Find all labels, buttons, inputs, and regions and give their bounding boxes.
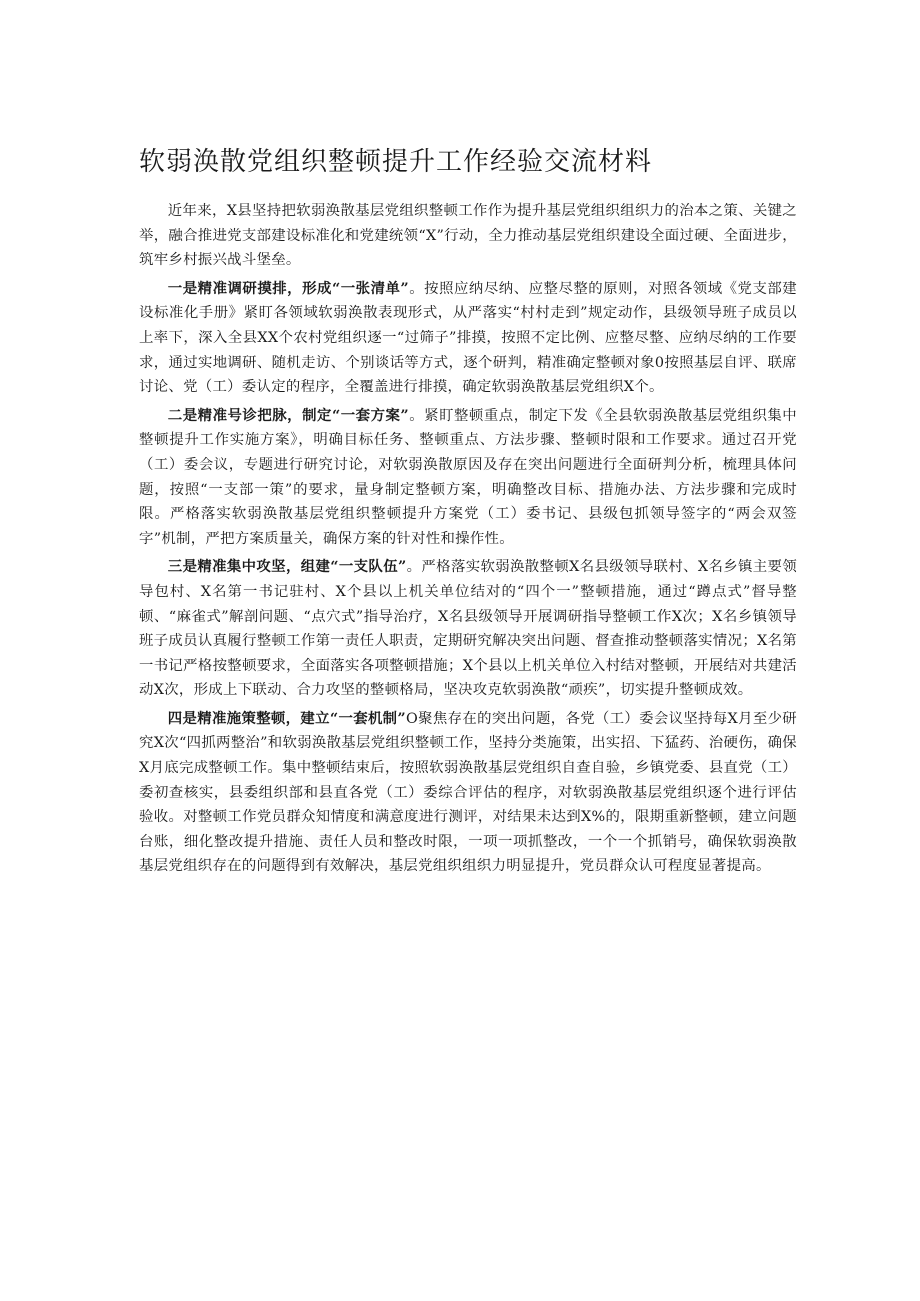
- document-body: [139, 199, 797, 883]
- document-title: 软弱涣散党组织整顿提升工作经验交流材料: [139, 147, 653, 177]
- section-text-2: 。紧盯整顿重点，制定下发《全县软弱涣散基层党组织集中整顿提升工作实施方案》，明确目标任务、整顿重点、方法步骤、整顿时限和工作要求。通过召开党（工）委会议，专题进行研究讨论，对软弱涣散原因及存在突出问题进行全面研判分析，梳理具体问题，按照“一支部一策”的要求，量身制定整顿方案，明确整改目标、措施办法、方法步骤和完成时限。严格落实软弱涣散基层党组织整顿提升方案党（工）委书记、县级包抓领导签字的“两会双签字”机制，严把方案质量关，确保方案的针对性和操作性。: [139, 407, 797, 547]
- section-lead-1: 一是精准调研摸排，形成“一张清单”: [167, 279, 410, 297]
- section-paragraph-3: [139, 555, 797, 703]
- section-paragraph-2: [139, 404, 797, 552]
- section-paragraph-1: [139, 277, 797, 400]
- section-text-3: 。严格落实软弱涣散整顿X名县级领导联村、X名乡镇主要领导包村、X名第一书记驻村、X个县以上机关单位结对的“四个一”整顿措施，通过“蹲点式”督导整顿、“麻雀式”解剖问题、“点穴式”指导治疗，X名县级领导开展调研指导整顿工作X次；X名乡镇领导班子成员认真履行整顿工作第一责任人职责，定期研究解决突出问题、督查推动整顿落实情况；X名第一书记严格按整顿要求，全面落实各项整顿措施；X个县以上机关单位入村结对整顿，开展结对共建活动X次，形成上下联动、合力攻坚的整顿格局，坚决攻克软弱涣散“顽疾”，切实提升整顿成效。: [139, 559, 798, 699]
- section-lead-3: 三是精准集中攻坚，组建“一支队伍”: [167, 558, 407, 576]
- section-text-4: O聚焦存在的突出问题，各党（工）委会议坚持每X月至少研究X次“四抓两整治”和软弱涣散基层党组织整顿工作，坚持分类施策，出实招、下猛药、治硬伤，确保X月底完成整顿工作。集中整顿结束后，按照软弱涣散基层党组织自查自验，乡镇党委、县直党（工）委初查核实，县委组织部和县直各党（工）委综合评估的程序，对软弱涣散基层党组织逐个进行评估验收。对整顿工作党员群众知情度和满意度进行测评，对结果未达到X%的，限期重新整顿，建立问题台账，细化整改提升措施、责任人员和整改时限，一项一项抓整改，一个一个抓销号，确保软弱涣散基层党组织存在的问题得到有效解决，基层党组织组织力明显提升，党员群众认可程度显著提高。: [139, 710, 798, 875]
- section-lead-2: 二是精准号诊把脉，制定“一套方案”: [167, 406, 410, 424]
- section-text-1: 。按照应纳尽纳、应整尽整的原则，对照各领域《党支部建设标准化手册》紧盯各领域软弱涣散表现形式，从严落实“村村走到”规定动作，县级领导班子成员以上率下，深入全县XX个农村党组织逐一“过筛子”排摸，按照不定比例、应整尽整、应纳尽纳的工作要求，通过实地调研、随机走访、个别谈话等方式，逐个研判，精准确定整顿对象0按照基层自评、联席讨论、党（工）委认定的程序，全覆盖进行排摸，确定软弱涣散基层党组织X个。: [139, 280, 797, 396]
- section-lead-4: 四是精准施策整顿，建立“一套机制”: [167, 709, 406, 727]
- section-paragraph-4: [139, 707, 797, 879]
- intro-paragraph: 近年来，X县坚持把软弱涣散基层党组织整顿工作作为提升基层党组织组织力的治本之策、关键之举，融合推进党支部建设标准化和党建统领“X”行动，全力推动基层党组织建设全面过硬、全面进步，筑牢乡村振兴战斗堡垒。: [139, 203, 797, 269]
